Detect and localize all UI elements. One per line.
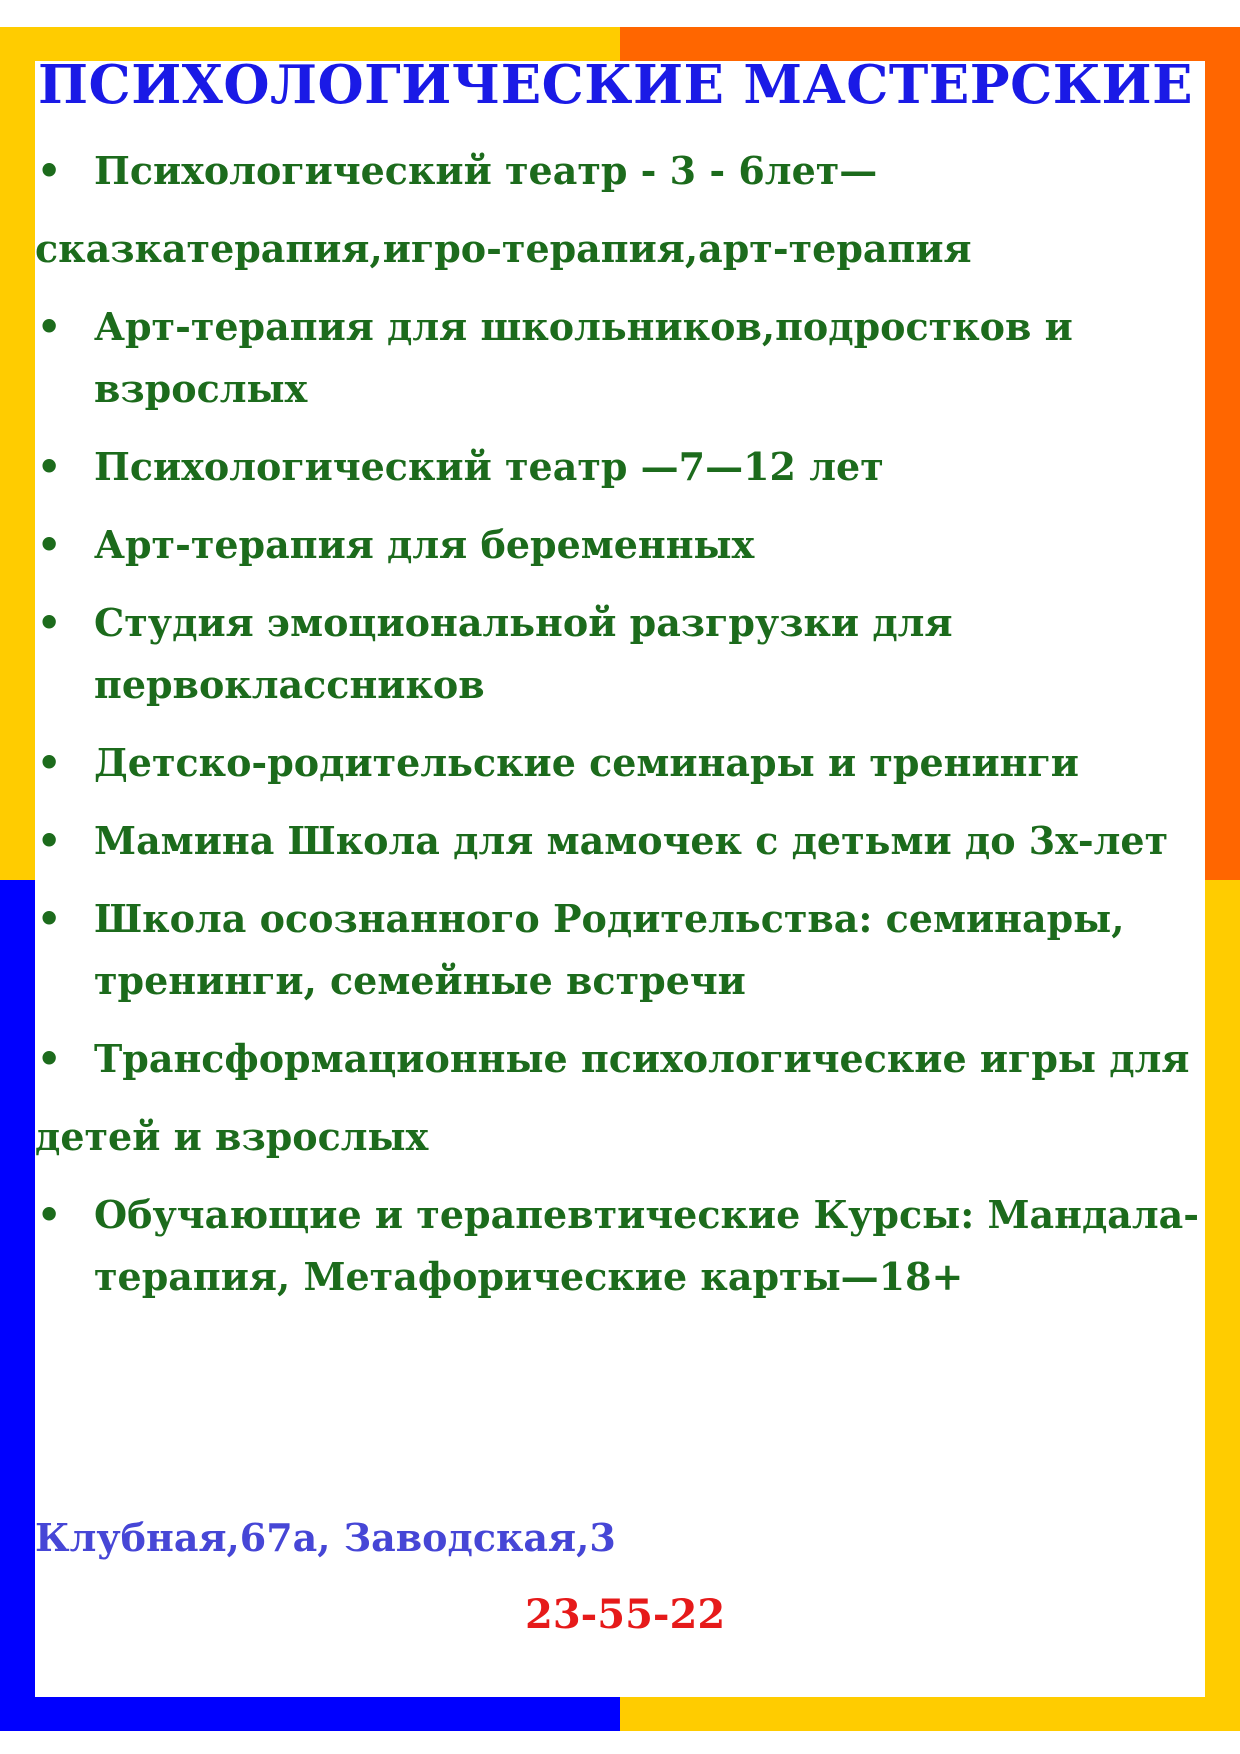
bullet-icon: • [37, 522, 62, 567]
list-continuation: детей и взрослых [35, 1114, 429, 1159]
bullet-icon: • [37, 600, 62, 645]
list-item [35, 592, 1205, 716]
workshop-list [35, 140, 1205, 1324]
list-item-text: Психологический театр —7—12 лет [94, 444, 884, 489]
list-item [35, 732, 1205, 794]
frame-right-top [1205, 27, 1240, 880]
frame-left-top [0, 27, 35, 880]
list-item-text: Обучающие и терапевтические Курсы: Мандала-терапия, Метафорические карты—18+ [94, 1192, 1200, 1299]
list-item [35, 1028, 1205, 1090]
list-item [35, 514, 1205, 576]
list-item [35, 296, 1205, 420]
bullet-icon: • [37, 304, 62, 349]
bullet-icon: • [37, 1192, 62, 1237]
list-item [35, 1184, 1205, 1308]
list-item [35, 888, 1205, 1012]
page-title: ПСИХОЛОГИЧЕСКИЕ МАСТЕРСКИЕ [38, 54, 1193, 116]
phone-number: 23-55-22 [525, 1591, 726, 1638]
list-item [35, 810, 1205, 872]
list-item-text: Детско-родительские семинары и тренинги [94, 740, 1079, 785]
bullet-icon: • [37, 1036, 62, 1081]
list-item-text: Психологический театр - 3 - 6лет— [94, 148, 878, 193]
list-item [35, 436, 1205, 498]
bullet-icon: • [37, 896, 62, 941]
frame-right-bottom [1205, 880, 1240, 1731]
list-item-text: Арт-терапия для школьников,подростков и взрослых [94, 304, 1073, 411]
frame-left-bottom [0, 880, 35, 1731]
list-continuation: сказкатерапия,игро-терапия,арт-терапия [35, 226, 972, 271]
list-item-text: Школа осознанного Родительства: семинары, тренинги, семейные встречи [94, 896, 1125, 1003]
list-item-text: Мамина Школа для мамочек с детьми до 3х-лет [94, 818, 1169, 863]
address: Клубная,67а, Заводская,3 [35, 1515, 616, 1560]
list-item-text: Арт-терапия для беременных [94, 522, 755, 567]
bullet-icon: • [37, 148, 62, 193]
frame-bottom-right [620, 1697, 1240, 1731]
bullet-icon: • [37, 818, 62, 863]
bullet-icon: • [37, 740, 62, 785]
list-item-text: Студия эмоциональной разгрузки для первоклассников [94, 600, 953, 707]
bullet-icon: • [37, 444, 62, 489]
list-item [35, 140, 1205, 202]
frame-bottom-left [0, 1697, 620, 1731]
list-item-text: Трансформационные психологические игры для [94, 1036, 1190, 1081]
